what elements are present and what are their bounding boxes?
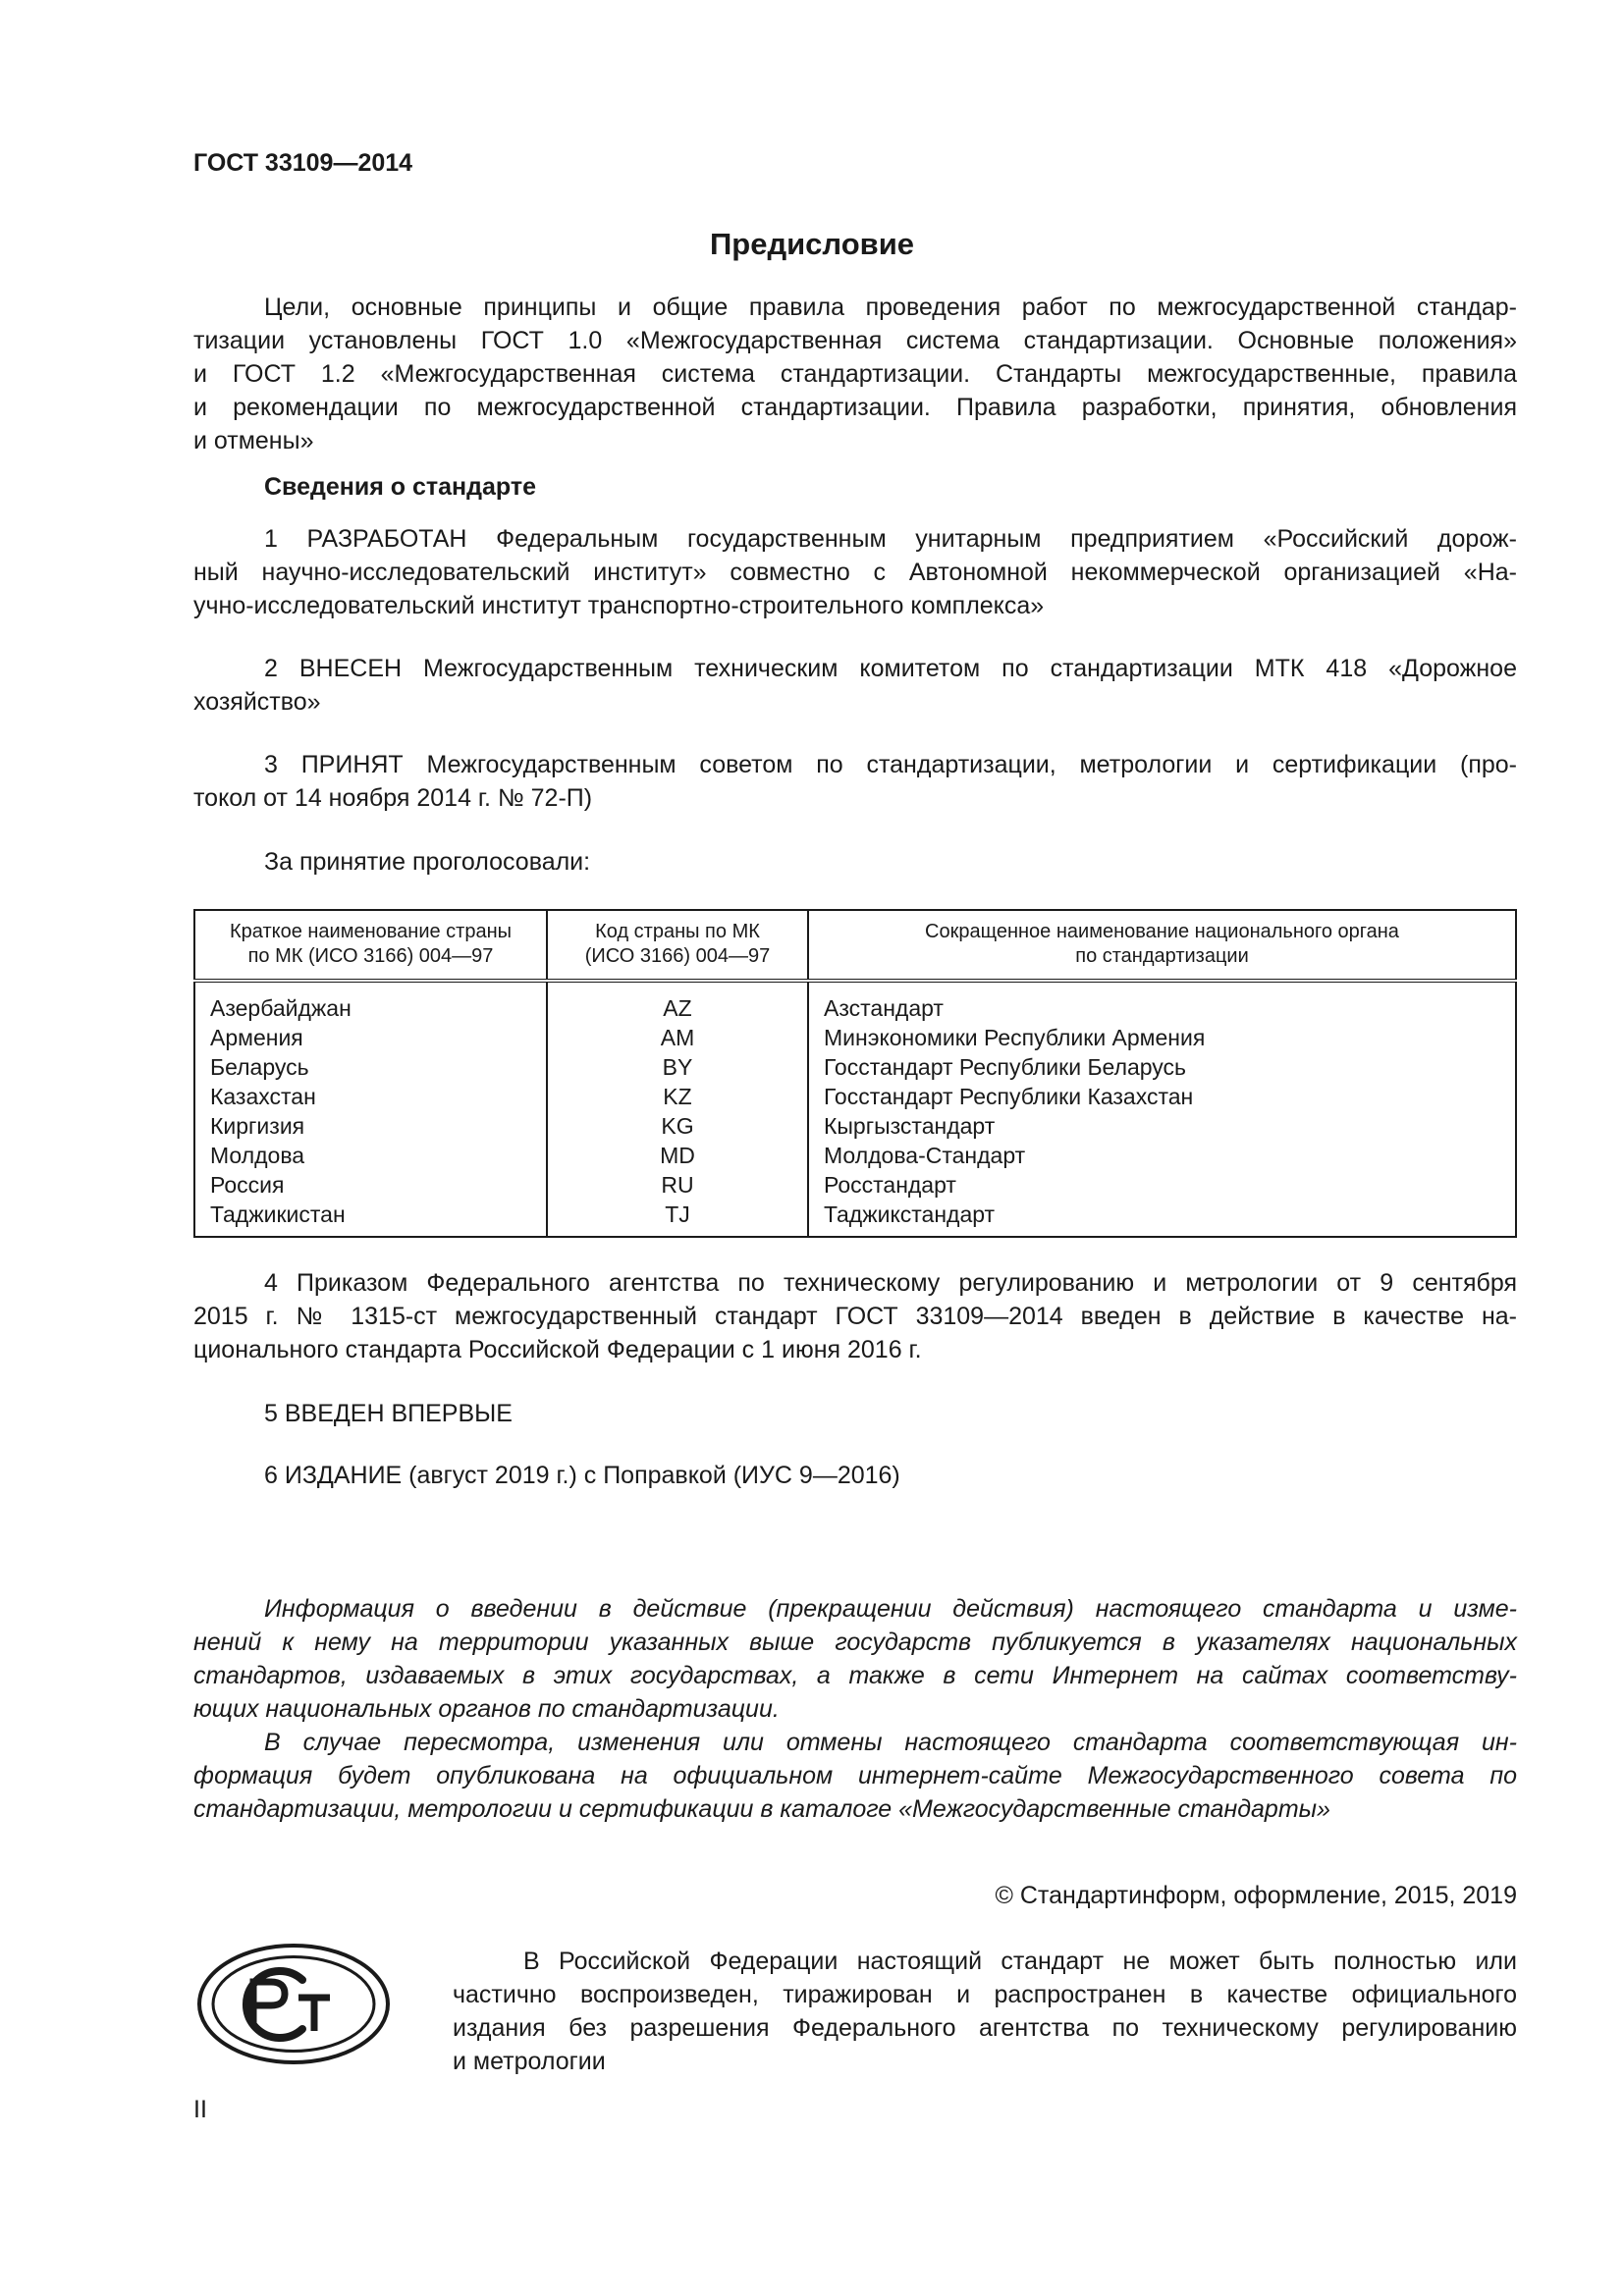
country-cell: Киргизия xyxy=(194,1111,547,1141)
table-row xyxy=(194,1111,1516,1141)
table-row xyxy=(194,1170,1516,1200)
code-cell: KZ xyxy=(547,1082,808,1111)
item-order-line: 4 Приказом Федерального агентства по техническому регулированию и метрологии от 9 сентября xyxy=(264,1269,1517,1297)
code-cell: BY xyxy=(547,1052,808,1082)
rights-line: и метрологии xyxy=(453,2048,606,2075)
item-developed xyxy=(193,522,1517,622)
body-cell: Кыргызстандарт xyxy=(808,1111,1516,1141)
code-cell: RU xyxy=(547,1170,808,1200)
notice-line: ющих национальных органов по стандартизации. xyxy=(193,1695,780,1723)
item-order-line: ционального стандарта Российской Федерации с 1 июня 2016 г. xyxy=(193,1336,922,1363)
body-cell: Минэкономики Республики Армения xyxy=(808,1023,1516,1052)
item-edition: 6 ИЗДАНИЕ (август 2019 г.) с Поправкой (ИУС 9—2016) xyxy=(264,1462,900,1489)
country-cell: Россия xyxy=(194,1170,547,1200)
table-row xyxy=(194,1023,1516,1052)
body-cell: Таджикстандарт xyxy=(808,1200,1516,1237)
item-adopted-line: токол от 14 ноября 2014 г. № 72-П) xyxy=(193,784,593,812)
intro-line: и рекомендации по межгосударственной стандартизации. Правила разработки, принятия, обновления xyxy=(193,394,1517,421)
table-row xyxy=(194,1200,1516,1237)
voting-table-header-row xyxy=(194,910,1516,981)
country-cell: Казахстан xyxy=(194,1082,547,1111)
body-cell: Молдова-Стандарт xyxy=(808,1141,1516,1170)
country-cell: Беларусь xyxy=(194,1052,547,1082)
voted-label: За принятие проголосовали: xyxy=(264,848,591,876)
country-cell: Молдова xyxy=(194,1141,547,1170)
standard-number-header: ГОСТ 33109—2014 xyxy=(193,149,413,177)
body-cell: Азстандарт xyxy=(808,981,1516,1023)
body-cell: Госстандарт Республики Казахстан xyxy=(808,1082,1516,1111)
rights-line: издания без разрешения Федерального агентства по техническому регулированию xyxy=(453,2014,1517,2042)
country-cell: Азербайджан xyxy=(194,981,547,1023)
rst-conformity-mark-icon xyxy=(196,1943,391,2065)
notice-line: нений к нему на территории указанных выше государств публикуется в указателях национальных xyxy=(193,1629,1517,1656)
body-cell: Госстандарт Республики Беларусь xyxy=(808,1052,1516,1082)
page-title: Предисловие xyxy=(709,227,914,261)
rights-paragraph xyxy=(453,1945,1517,2078)
notice-paragraph-1 xyxy=(193,1592,1517,1726)
notice-line: Информация о введении в действие (прекращении действия) настоящего стандарта и изме- xyxy=(264,1595,1517,1623)
intro-line: тизации установлены ГОСТ 1.0 «Межгосударственная система стандартизации. Основные положения» xyxy=(193,327,1517,354)
notice-line: формация будет опубликована на официальном интернет-сайте Межгосударственного совета по xyxy=(193,1762,1517,1789)
code-cell: AM xyxy=(547,1023,808,1052)
item-first-introduced: 5 ВВЕДЕН ВПЕРВЫЕ xyxy=(264,1400,513,1427)
notice-paragraph-2 xyxy=(193,1726,1517,1826)
copyright-notice: © Стандартинформ, оформление, 2015, 2019 xyxy=(995,1882,1517,1909)
item-submitted-line: хозяйство» xyxy=(193,688,321,716)
item-submitted-line: 2 ВНЕСЕН Межгосударственным техническим комитетом по стандартизации МТК 418 «Дорожное xyxy=(264,655,1517,682)
code-cell: TJ xyxy=(547,1200,808,1237)
intro-line: и отмены» xyxy=(193,427,314,454)
item-developed-line: учно-исследовательский институт транспортно-строительного комплекса» xyxy=(193,592,1045,619)
item-developed-line: ный научно-исследовательский институт» совместно с Автономной некоммерческой организацией «На- xyxy=(193,559,1517,586)
code-cell: MD xyxy=(547,1141,808,1170)
item-order xyxy=(193,1266,1517,1366)
intro-paragraph xyxy=(193,291,1517,457)
country-cell: Таджикистан xyxy=(194,1200,547,1237)
table-row xyxy=(194,1052,1516,1082)
rights-line: В Российской Федерации настоящий стандарт не может быть полностью или xyxy=(523,1948,1517,1975)
notice-line: стандартов, издаваемых в этих государствах, а также в сети Интернет на сайтах соответству- xyxy=(193,1662,1517,1689)
page-number: II xyxy=(193,2096,207,2123)
rights-line: частично воспроизведен, тиражирован и распространен в качестве официального xyxy=(453,1981,1517,2008)
item-adopted-line: 3 ПРИНЯТ Межгосударственным советом по стандартизации, метрологии и сертификации (про- xyxy=(264,751,1517,778)
item-order-line: 2015 г. № 1315-ст межгосударственный стандарт ГОСТ 33109—2014 введен в действие в качестве на- xyxy=(193,1303,1517,1330)
intro-line: и ГОСТ 1.2 «Межгосударственная система стандартизации. Стандарты межгосударственные, правила xyxy=(193,360,1517,388)
voting-table xyxy=(193,909,1517,1238)
country-cell: Армения xyxy=(194,1023,547,1052)
table-row xyxy=(194,1082,1516,1111)
code-cell: AZ xyxy=(547,981,808,1023)
standard-info-heading: Сведения о стандарте xyxy=(264,473,537,501)
item-submitted xyxy=(193,652,1517,719)
intro-line: Цели, основные принципы и общие правила проведения работ по межгосударственной стандар- xyxy=(264,294,1517,321)
item-adopted xyxy=(193,748,1517,815)
table-row xyxy=(194,1141,1516,1170)
column-header-body: Сокращенное наименование национального органа по стандартизации xyxy=(808,910,1516,981)
code-cell: KG xyxy=(547,1111,808,1141)
notice-line: стандартизации, метрологии и сертификации в каталоге «Межгосударственные стандарты» xyxy=(193,1795,1330,1823)
item-developed-line: 1 РАЗРАБОТАН Федеральным государственным унитарным предприятием «Российский дорож- xyxy=(264,525,1517,553)
column-header-country: Краткое наименование страны по МК (ИСО 3166) 004—97 xyxy=(194,910,547,981)
table-row xyxy=(194,981,1516,1023)
column-header-code: Код страны по МК (ИСО 3166) 004—97 xyxy=(547,910,808,981)
body-cell: Росстандарт xyxy=(808,1170,1516,1200)
notice-line: В случае пересмотра, изменения или отмены настоящего стандарта соответствующая ин- xyxy=(264,1729,1517,1756)
